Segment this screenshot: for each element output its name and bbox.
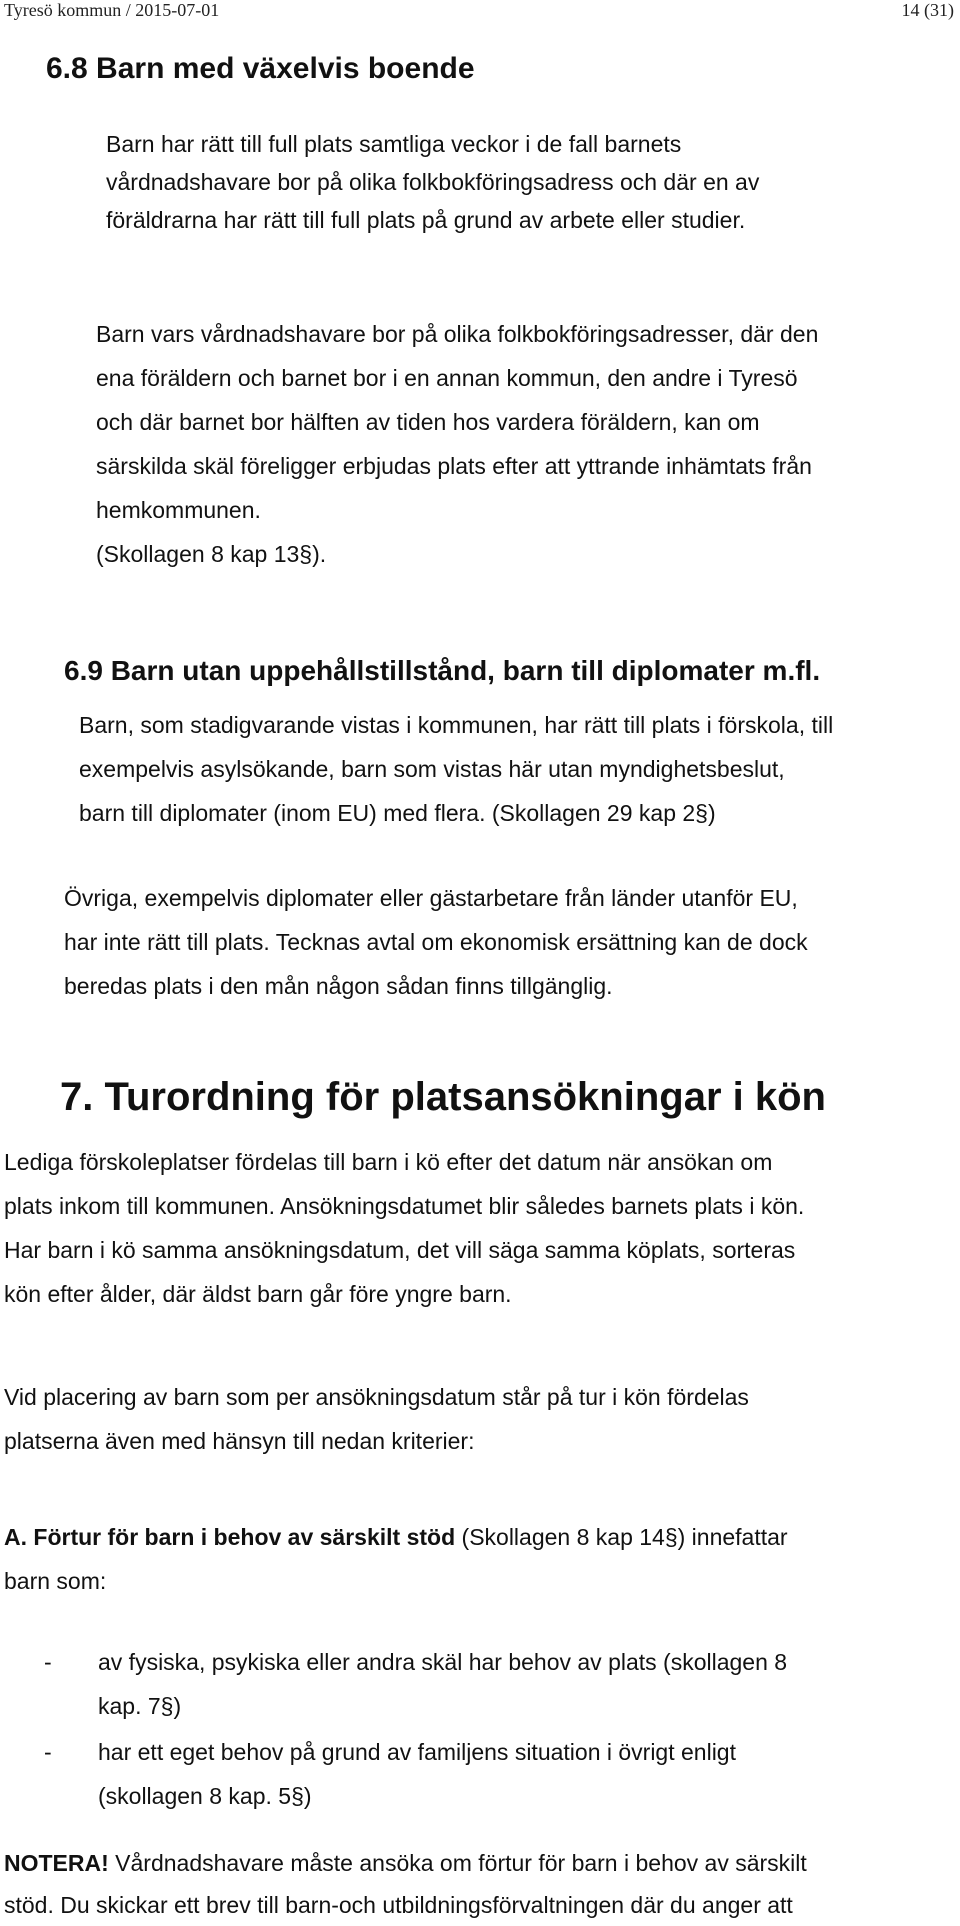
text-line: (skollagen 8 kap. 5§) [98,1783,312,1809]
text-line: hemkommunen. [96,497,261,523]
list-item-text [98,1730,736,1818]
text-line: Vid placering av barn som per ansökningsdatum står på tur i kön fördelas [4,1384,749,1410]
header-page-number: 14 (31) [901,0,954,20]
section-7-paragraph-2 [4,1375,749,1463]
section-6-8-heading: 6.8 Barn med växelvis boende [46,52,475,85]
list-item [44,1730,944,1820]
text-line [4,1515,788,1559]
text-line: platserna även med hänsyn till nedan kriterier: [4,1428,475,1454]
text-line: kön efter ålder, där äldst barn går före yngre barn. [4,1281,512,1307]
text-line: barn till diplomater (inom EU) med flera. (Skollagen 29 kap 2§) [79,800,716,826]
text-line: kap. 7§) [98,1693,182,1719]
section-6-9-paragraph-2 [64,876,808,1008]
text-line: av fysiska, psykiska eller andra skäl har behov av plats (skollagen 8 [98,1649,788,1675]
text-line: ena föräldern och barnet bor i en annan kommun, den andre i Tyresö [96,365,798,391]
list-item-text [98,1640,787,1728]
priority-a-title: A. Förtur för barn i behov av särskilt stöd [4,1524,456,1550]
text-line: vårdnadshavare bor på olika folkbokföringsadress och där en av [106,169,760,195]
note-paragraph [4,1842,807,1926]
note-text: Vårdnadshavare måste ansöka om förtur för barn i behov av särskilt [108,1850,807,1876]
text-line: föräldrarna har rätt till full plats på grund av arbete eller studier. [106,207,746,233]
section-6-8-paragraph-1 [106,125,759,239]
text-line: Barn har rätt till full plats samtliga veckor i de fall barnets [106,131,682,157]
section-7-paragraph-1 [4,1140,804,1316]
text-line: plats inkom till kommunen. Ansökningsdatumet blir således barnets plats i kön. [4,1193,805,1219]
text-line: och där barnet bor hälften av tiden hos vardera föräldern, kan om [96,409,760,435]
text-line: särskilda skäl föreligger erbjudas plats efter att yttrande inhämtats från [96,453,812,479]
section-6-9-paragraph-1 [79,703,833,835]
text-line: Övriga, exempelvis diplomater eller gästarbetare från länder utanför EU, [64,885,798,911]
text-line: (Skollagen 8 kap 13§). [96,541,327,567]
text-line: har ett eget behov på grund av familjens situation i övrigt enligt [98,1739,736,1765]
list-item [44,1640,944,1730]
priority-a-paragraph [4,1515,788,1603]
text-line: Har barn i kö samma ansökningsdatum, det vill säga samma köplats, sorteras [4,1237,796,1263]
note-label: NOTERA! [4,1850,109,1876]
section-6-9-heading: 6.9 Barn utan uppehållstillstånd, barn till diplomater m.fl. [64,655,821,686]
text-line: stöd. Du skickar ett brev till barn-och utbildningsförvaltningen där du anger att [4,1892,793,1918]
text-line: beredas plats i den mån någon sådan finns tillgänglig. [64,973,613,999]
text-line: barn som: [4,1568,107,1594]
section-7-heading: 7. Turordning för platsansökningar i kön [60,1075,826,1119]
section-6-8-paragraph-2 [96,312,818,576]
text-line: har inte rätt till plats. Tecknas avtal om ekonomisk ersättning kan de dock [64,929,808,955]
priority-a-text: (Skollagen 8 kap 14§) innefattar [455,1524,788,1550]
list-bullet: - [44,1649,52,1675]
list-bullet: - [44,1739,52,1765]
text-line [4,1842,807,1884]
text-line: Lediga förskoleplatser fördelas till barn i kö efter det datum när ansökan om [4,1149,773,1175]
header-municipality-date: Tyresö kommun / 2015-07-01 [4,0,220,20]
text-line: exempelvis asylsökande, barn som vistas här utan myndighetsbeslut, [79,756,785,782]
text-line: Barn, som stadigvarande vistas i kommunen, har rätt till plats i förskola, till [79,712,834,738]
page-header [0,0,960,22]
text-line: Barn vars vårdnadshavare bor på olika folkbokföringsadresser, där den [96,321,819,347]
